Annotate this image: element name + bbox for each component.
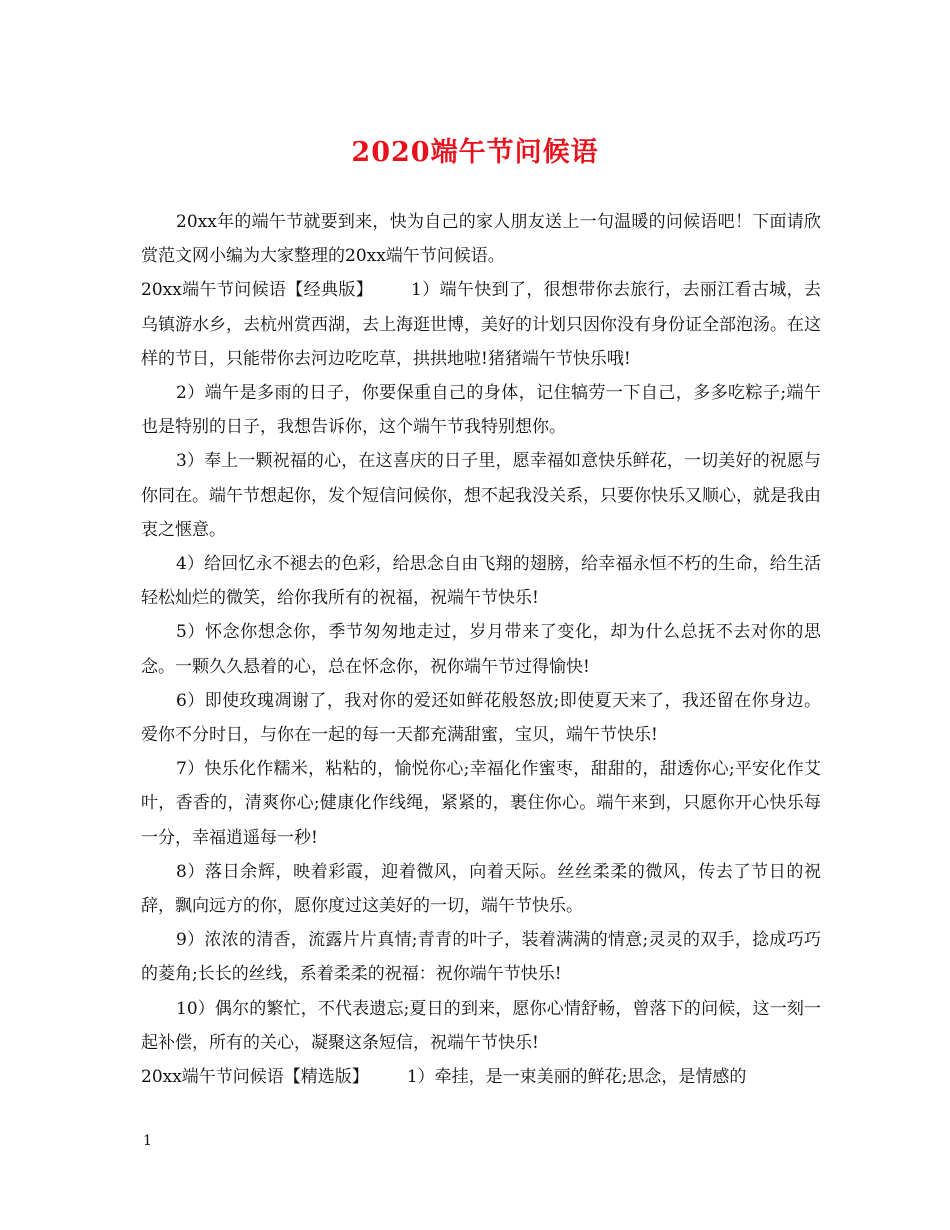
greeting-item-5: 5）怀念你想念你，季节匆匆地走过，岁月带来了变化，却为什么总抚不去对你的思念。一颗久久悬着的心，总在怀念你，祝你端午节过得愉快! [141, 622, 821, 677]
section-selected-first-paragraph [141, 1060, 821, 1094]
greeting-item-10: 10）偶尔的繁忙，不代表遗忘;夏日的到来，愿你心情舒畅，曾落下的问候，这一刻一起补偿，所有的关心，凝聚这条短信，祝端午节快乐! [141, 998, 821, 1053]
section-selected-heading: 20xx端午节问候语【精选版】 [141, 1067, 369, 1088]
page-number: 1 [143, 1133, 152, 1149]
selected-greeting-item-1: 1）牵挂，是一束美丽的鲜花;思念，是情感的 [406, 1067, 747, 1088]
greeting-item-3: 3）奉上一颗祝福的心，在这喜庆的日子里，愿幸福如意快乐鲜花，一切美好的祝愿与你同在。端午节想起你，发个短信问候你，想不起我没关系，只要你快乐又顺心，就是我由衷之惬意。 [141, 451, 821, 540]
greeting-item-9: 9）浓浓的清香，流露片片真情;青青的叶子，装着满满的情意;灵灵的双手，捻成巧巧的菱角;长长的丝线，系着柔柔的祝福：祝你端午节快乐! [141, 930, 821, 985]
greeting-item-6: 6）即使玫瑰凋谢了，我对你的爱还如鲜花般怒放;即使夏天来了，我还留在你身边。爱你不分时日，与你在一起的每一天都充满甜蜜，宝贝，端午节快乐! [141, 690, 821, 746]
document-body [141, 205, 821, 1094]
intro-paragraph: 20xx年的端午节就要到来，快为自己的家人朋友送上一句温暖的问候语吧！下面请欣赏范文网小编为大家整理的20xx端午节问候语。 [141, 212, 821, 267]
section-classic-heading: 20xx端午节问候语【经典版】 [141, 280, 374, 301]
greeting-item-1: 1）端午快到了，很想带你去旅行，去丽江看古城，去乌镇游水乡，去杭州赏西湖，去上海逛世博，美好的计划只因你没有身份证全部泡汤。在这样的节日，只能带你去河边吃吃草，拱拱地啦!猪猪端午节快乐哦! [141, 280, 821, 369]
document-title: 2020端午节问候语 [351, 137, 599, 168]
greeting-item-4: 4）给回忆永不褪去的色彩，给思念自由飞翔的翅膀，给幸福永恒不朽的生命，给生活轻松灿烂的微笑，给你我所有的祝福，祝端午节快乐! [141, 554, 821, 609]
greeting-item-2: 2）端午是多雨的日子，你要保重自己的身体，记住犒劳一下自己，多多吃粽子;端午也是特别的日子，我想告诉你，这个端午节我特别想你。 [141, 383, 821, 438]
section-classic-first-paragraph [141, 273, 821, 376]
greeting-item-7: 7）快乐化作糯米，粘粘的，愉悦你心;幸福化作蜜枣，甜甜的，甜透你心;平安化作艾叶，香香的，清爽你心;健康化作线绳，紧紧的，裹住你心。端午来到，只愿你开心快乐每一分，幸福逍遥每一秒! [141, 759, 821, 848]
greeting-item-8: 8）落日余辉，映着彩霞，迎着微风，向着天际。丝丝柔柔的微风，传去了节日的祝辞，飘向远方的你，愿你度过这美好的一切，端午节快乐。 [141, 861, 821, 917]
